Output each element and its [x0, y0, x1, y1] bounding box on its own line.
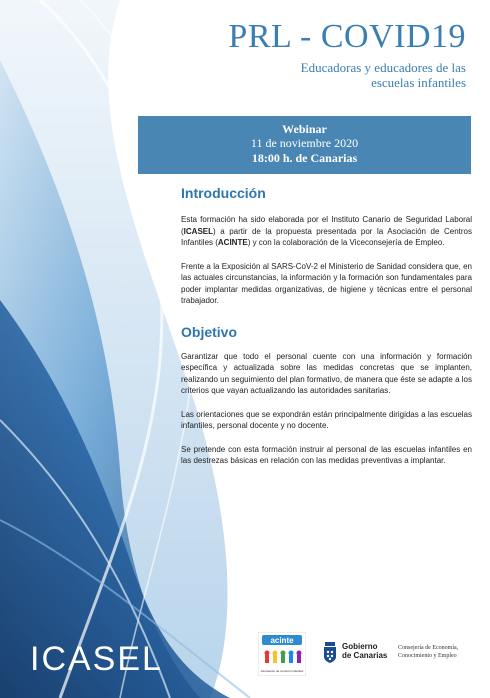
webinar-date: 11 de noviembre 2020 — [250, 136, 359, 150]
intro-paragraph-1 — [181, 214, 472, 249]
icasel-bold-text: ICASEL — [183, 226, 214, 236]
consejeria-line-2: Conocimiento y Empleo — [398, 653, 457, 659]
gobierno-canarias-text — [342, 642, 387, 660]
gobierno-line-1: Gobierno — [342, 642, 378, 651]
page-title: PRL - COVID19 — [228, 18, 466, 55]
acinte-bold-text: ACINTE — [217, 238, 248, 247]
intro-p1-text-a: Esta formación ha sido elaborada por el Instituto Canario de Seguridad Laboral ( — [181, 215, 472, 236]
intro-heading: Introducción — [181, 185, 266, 201]
page-subtitle — [236, 60, 466, 90]
webinar-info-box — [138, 116, 471, 174]
gobierno-canarias-crest-icon — [322, 642, 338, 664]
acinte-caption-text: Asociación de Centros Infantiles — [260, 669, 304, 673]
gobierno-line-2: de Canarias — [342, 651, 388, 660]
footer-logos — [258, 632, 478, 680]
objetivo-heading: Objetivo — [181, 323, 238, 340]
acinte-name-text: acinte — [270, 636, 294, 645]
intro-p1-text-c: ) a partir de la propuesta presentada por la Asociación de Centros Infantiles ( — [181, 226, 472, 247]
icasel-logo-text: ICASEL — [30, 640, 163, 678]
subtitle-line-2: escuelas infantiles — [371, 75, 466, 90]
objetivo-paragraph-2: Las orientaciones que se expondrán están principalmente dirigidas a las escuelas infantiles, personal docente y no docente. — [181, 409, 472, 430]
consejeria-text — [398, 644, 478, 660]
objetivo-paragraph-3: Se pretende con esta formación instruir al personal de las escuelas infantiles en las destrezas básicas en relación con las medidas preventivas a implantar. — [181, 444, 472, 465]
consejeria-line-1: Consejería de Economía, — [398, 645, 459, 651]
main-content — [181, 184, 472, 479]
acinte-logo — [258, 632, 306, 676]
intro-paragraph-2: Frente a la Exposición al SARS-CoV-2 el Ministerio de Sanidad considera que, en las actuales circunstancias, la información y la formación son fundamentales para poder implantar medidas organizativas, de higiene y técnicas entre el personal trabajador. — [181, 261, 472, 305]
intro-p1-text-e: ) y con la colaboración de la Viceconsejería de Empleo. — [247, 238, 445, 247]
subtitle-line-1: Educadoras y educadores de las — [300, 60, 466, 75]
webinar-time: 18:00 h. de Canarias — [251, 151, 358, 165]
webinar-label: Webinar — [282, 122, 327, 136]
objetivo-paragraph-1: Garantizar que todo el personal cuente con una información y formación específica y actualizada sobre las medidas concretas que se implanten, realizando un seguimiento del plan formativo, de manera que éste se adapte a los criterios que vayan actualizando las autoridades sanitarias. — [181, 351, 472, 395]
